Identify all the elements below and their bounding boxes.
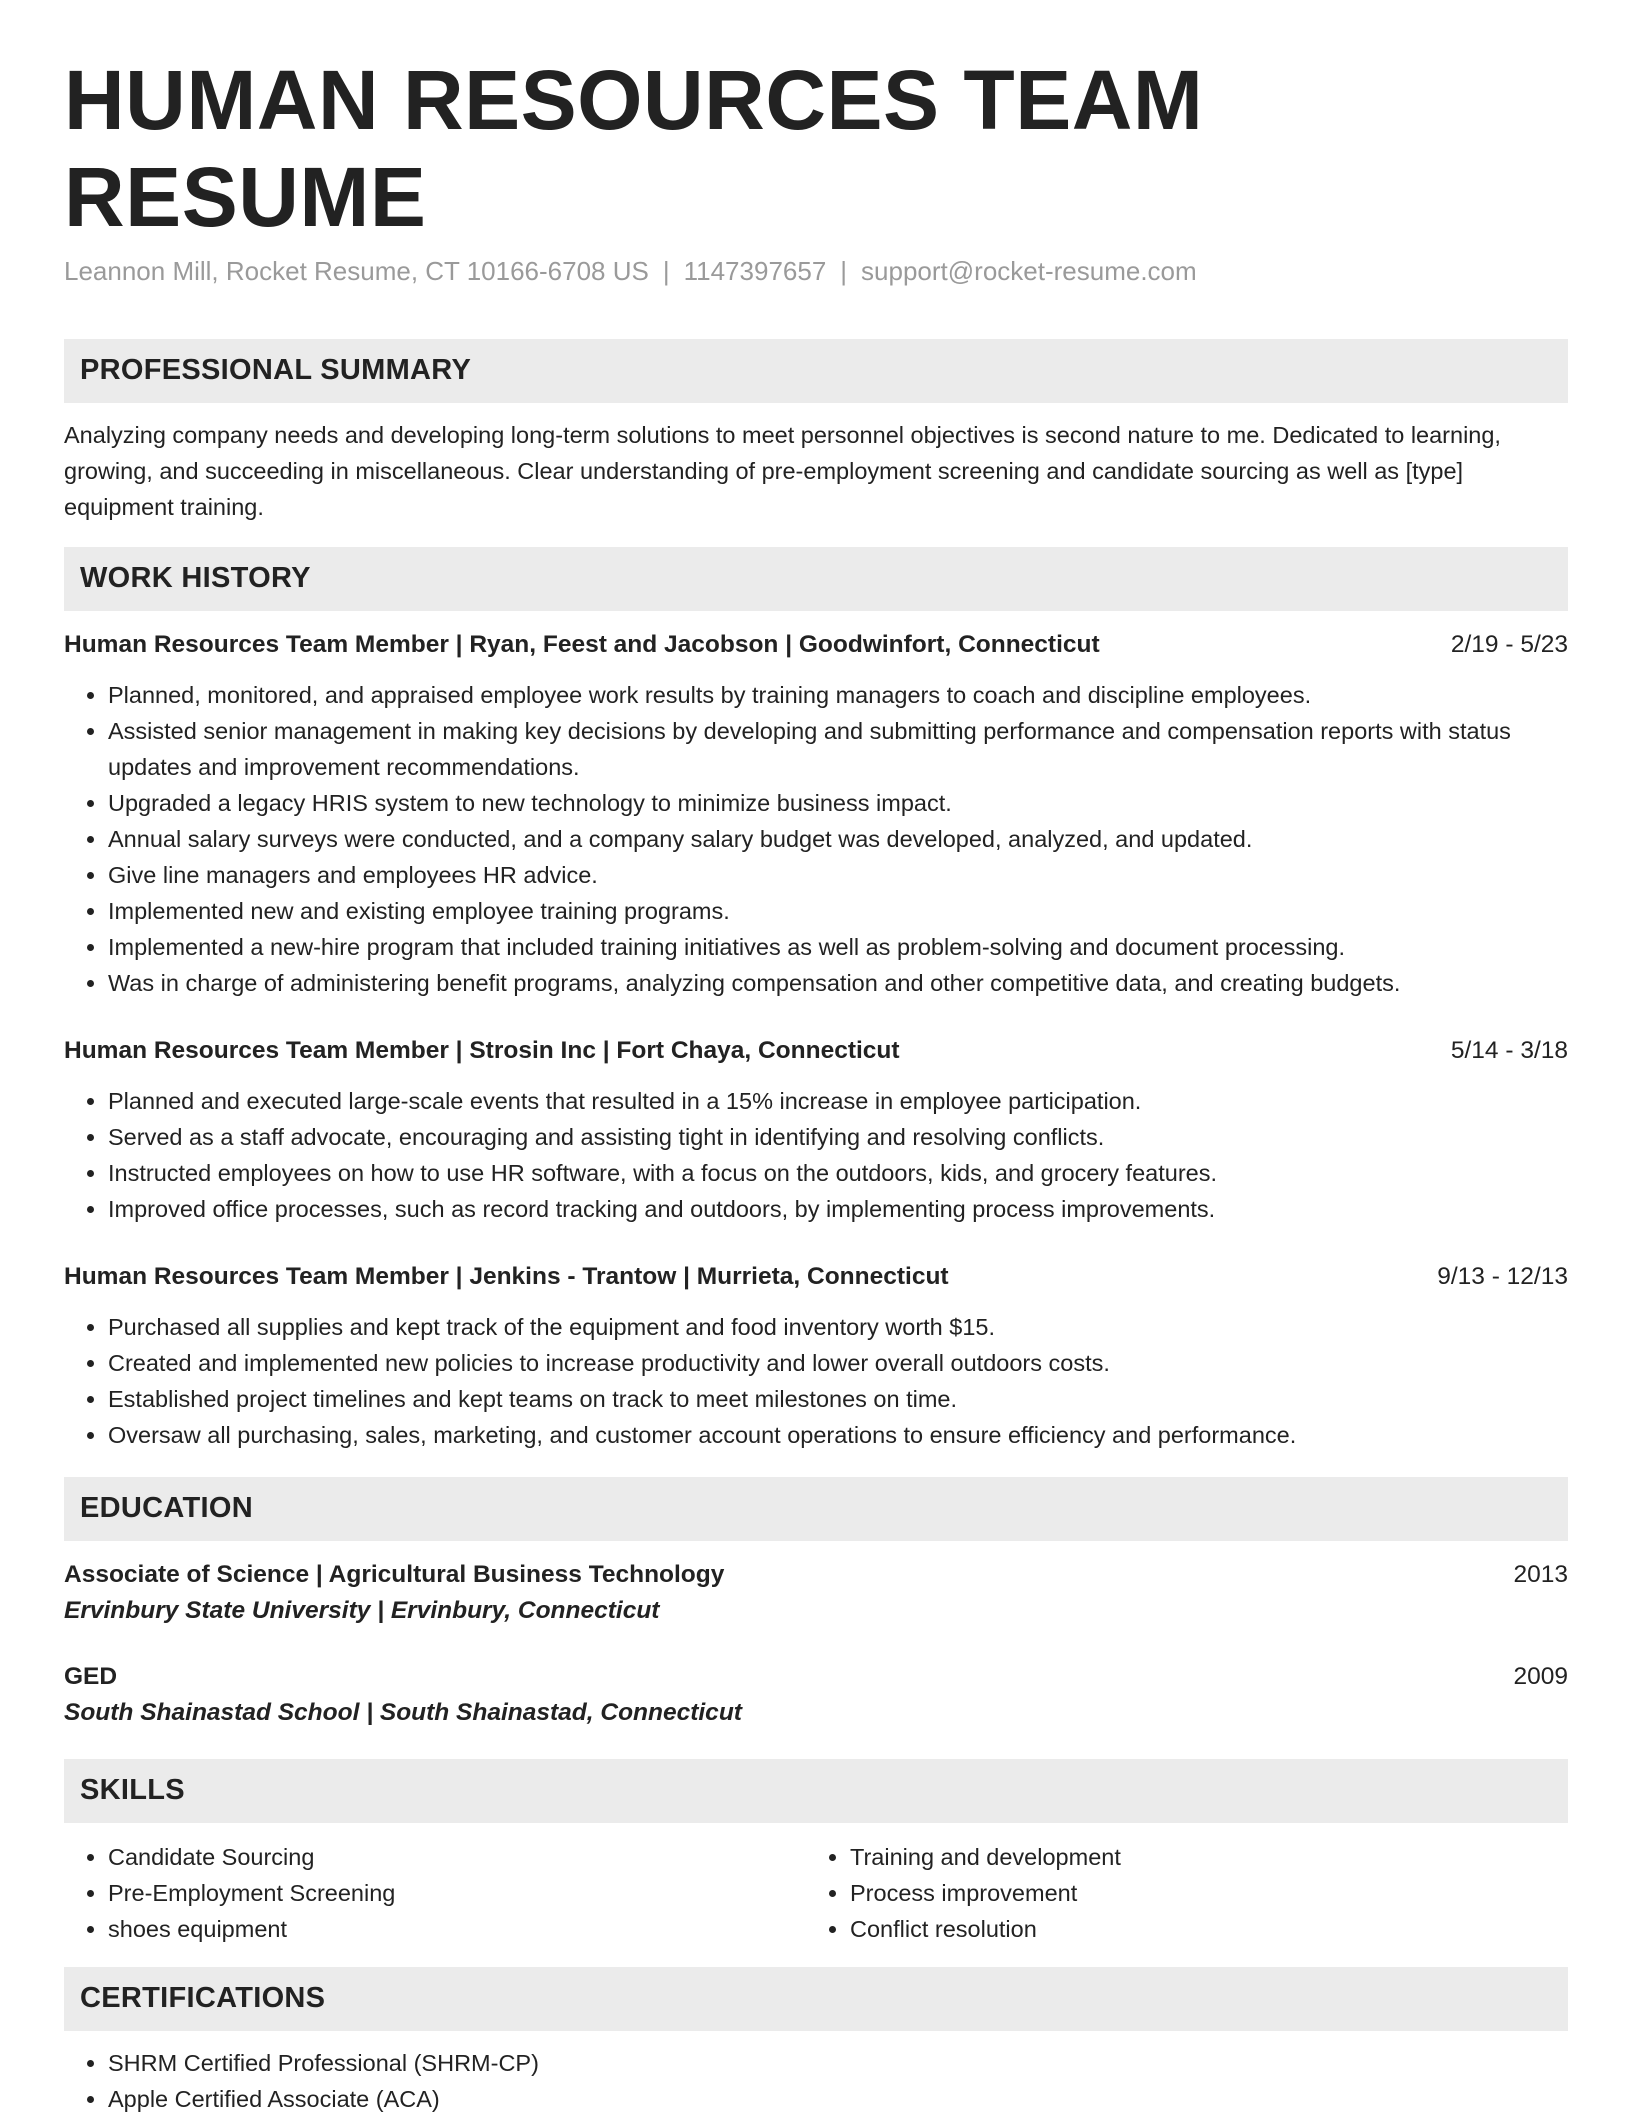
certification-item: • SHRM Certified Professional (SHRM-CP) — [108, 2045, 1568, 2081]
skills-column-left — [64, 1839, 806, 1947]
job-bullet: • Created and implemented new policies to increase productivity and lower overall outdoors costs. — [108, 1345, 1568, 1381]
job-bullet: • Established project timelines and kept teams on track to meet milestones on time. — [108, 1381, 1568, 1417]
education-degree: GED — [64, 1662, 118, 1690]
job-bullets — [64, 1309, 1568, 1453]
resume-page — [64, 52, 1568, 2117]
job-title: Human Resources Team Member | Jenkins - Trantow | Murrieta, Connecticut — [64, 1262, 949, 1290]
job-entry — [64, 1033, 1568, 1227]
job-dates: 5/14 - 3/18 — [1450, 1036, 1568, 1064]
certification-item: • Apple Certified Associate (ACA) — [108, 2081, 1568, 2117]
section-header-certifications: CERTIFICATIONS — [64, 1967, 1568, 2031]
job-dates: 2/19 - 5/23 — [1450, 630, 1568, 658]
job-title: Human Resources Team Member | Strosin Inc | Fort Chaya, Connecticut — [64, 1036, 900, 1064]
job-bullet: • Assisted senior management in making key decisions by developing and submitting performance and compensation reports with status updates and improvement recommendations. — [108, 713, 1568, 785]
summary-text: Analyzing company needs and developing long-term solutions to meet personnel objectives is second nature to me. Dedicated to learning, growing, and succeeding in miscellaneous. Clear understanding of pre-employment screening and candidate sourcing as well as [type] equipment training. — [64, 421, 1501, 520]
contact-phone: 1147397657 — [683, 256, 827, 287]
job-title: Human Resources Team Member | Ryan, Feest and Jacobson | Goodwinfort, Connecticut — [64, 630, 1100, 658]
skill-item: • Candidate Sourcing — [108, 1839, 806, 1875]
education-header — [64, 1557, 1568, 1593]
job-bullet: • Served as a staff advocate, encouraging and assisting tight in identifying and resolving conflicts. — [108, 1119, 1568, 1155]
job-bullet: • Give line managers and employees HR advice. — [108, 857, 1568, 893]
job-dates: 9/13 - 12/13 — [1437, 1262, 1568, 1290]
job-bullet: • Planned and executed large-scale events that resulted in a 15% increase in employee participation. — [108, 1083, 1568, 1119]
resume-title: HUMAN RESOURCES TEAM RESUME — [64, 53, 1204, 244]
section-header-summary: PROFESSIONAL SUMMARY — [64, 339, 1568, 403]
contact-address: Leannon Mill, Rocket Resume, CT 10166-6708 US — [64, 256, 649, 287]
contact-email: support@rocket-resume.com — [861, 256, 1197, 287]
job-bullets — [64, 1083, 1568, 1227]
job-entry — [64, 1259, 1568, 1453]
skill-item: • Process improvement — [850, 1875, 1548, 1911]
job-bullet: • Oversaw all purchasing, sales, marketing, and customer account operations to ensure efficiency and performance. — [108, 1417, 1568, 1453]
job-bullets — [64, 677, 1568, 1001]
education-entry — [64, 1557, 1568, 1629]
skill-item: • Pre-Employment Screening — [108, 1875, 806, 1911]
job-bullet: • Was in charge of administering benefit programs, analyzing compensation and other competitive data, and creating budgets. — [108, 965, 1568, 1001]
job-bullet: • Implemented new and existing employee training programs. — [108, 893, 1568, 929]
job-bullet: • Upgraded a legacy HRIS system to new technology to minimize business impact. — [108, 785, 1568, 821]
section-header-education: EDUCATION — [64, 1477, 1568, 1541]
certification-list — [64, 2045, 1568, 2117]
education-entry — [64, 1659, 1568, 1731]
skills-column-right — [806, 1839, 1548, 1947]
section-header-work-history: WORK HISTORY — [64, 547, 1568, 611]
contact-separator: | — [662, 256, 670, 287]
section-header-skills: SKILLS — [64, 1759, 1568, 1823]
job-header — [64, 1033, 1568, 1069]
job-header — [64, 1259, 1568, 1295]
education-year: 2013 — [1513, 1560, 1568, 1588]
job-bullet: • Instructed employees on how to use HR software, with a focus on the outdoors, kids, and grocery features. — [108, 1155, 1568, 1191]
skill-item: • shoes equipment — [108, 1911, 806, 1947]
education-school: South Shainastad School | South Shainastad, Connecticut — [64, 1698, 742, 1726]
education-year: 2009 — [1513, 1662, 1568, 1690]
job-bullet: • Purchased all supplies and kept track of the equipment and food inventory worth $15. — [108, 1309, 1568, 1345]
job-bullet: • Implemented a new-hire program that included training initiatives as well as problem-solving and document processing. — [108, 929, 1568, 965]
education-header — [64, 1659, 1568, 1695]
education-degree: Associate of Science | Agricultural Business Technology — [64, 1560, 725, 1588]
contact-line — [64, 255, 1568, 289]
job-entry — [64, 627, 1568, 1001]
job-bullet: • Improved office processes, such as record tracking and outdoors, by implementing process improvements. — [108, 1191, 1568, 1227]
contact-separator: | — [840, 256, 848, 287]
job-bullet: • Planned, monitored, and appraised employee work results by training managers to coach and discipline employees. — [108, 677, 1568, 713]
job-bullet: • Annual salary surveys were conducted, and a company salary budget was developed, analyzed, and updated. — [108, 821, 1568, 857]
education-school: Ervinbury State University | Ervinbury, Connecticut — [64, 1596, 660, 1624]
skill-item: • Training and development — [850, 1839, 1548, 1875]
skills-grid — [64, 1839, 1568, 1947]
skill-item: • Conflict resolution — [850, 1911, 1548, 1947]
job-header — [64, 627, 1568, 663]
